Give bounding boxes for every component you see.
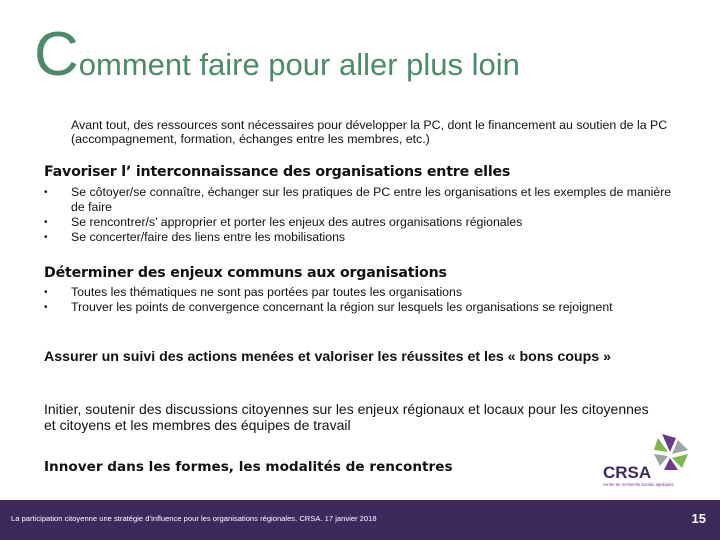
paragraph-suivi: Assurer un suivi des actions menées et valoriser les réussites et les « bons coups » [44, 349, 611, 365]
bullet-icon: • [44, 217, 48, 228]
bullet-icon: • [44, 187, 48, 198]
logo-petal-grey [672, 440, 688, 454]
list-item [44, 300, 684, 315]
title-rest: omment faire pour aller plus loin [78, 47, 520, 82]
footer-text: La participation citoyenne une stratégie d’influence pour les organisations régionales. CRSA. 17 janvier 2018 [11, 514, 377, 523]
page-number: 15 [691, 511, 706, 526]
slide-title [34, 20, 520, 89]
section-title-enjeux: Déterminer des enjeux communs aux organisations [44, 265, 447, 281]
list-item-text: Toutes les thématiques ne sont pas portées par toutes les organisations [71, 285, 463, 299]
logo-subtitle: centre de recherche sociale appliquée [603, 482, 674, 487]
list-item-text: Se concerter/faire des liens entre les mobilisations [71, 230, 346, 244]
section-title-interconnaissance: Favoriser l’ interconnaissance des organisations entre elles [44, 164, 511, 180]
bullet-icon: • [44, 287, 48, 298]
logo-name: CRSA [603, 463, 652, 482]
footer-bar [0, 500, 720, 540]
list-item-text: Se côtoyer/se connaître, échanger sur les pratiques de PC entre les organisations et les exemples de manière de faire [71, 185, 672, 214]
paragraph-initier: Initier, soutenir des discussions citoyennes sur les enjeux régionaux et locaux pour les citoyennes et citoyens et les membres des équipes de travail [44, 401, 649, 433]
bullet-icon: • [44, 232, 48, 243]
bullet-icon: • [44, 302, 48, 313]
crsa-logo [600, 432, 694, 490]
list-item [44, 285, 684, 300]
crsa-logo-graphic [600, 432, 694, 490]
list-item-text: Trouver les points de convergence concernant la région sur lesquels les organisations se rejoignent [71, 300, 613, 314]
paragraph-innover: Innover dans les formes, les modalités de rencontres [44, 459, 453, 475]
title-first-letter: C [34, 20, 79, 89]
intro-text: Avant tout, des ressources sont nécessaires pour développer la PC, dont le financement au soutien de la PC (accompagnement, formation, échanges entre les membres, etc.) [71, 118, 668, 146]
logo-petal-grey-2 [654, 454, 668, 466]
bullet-list-enjeux [44, 285, 684, 315]
list-item [44, 230, 684, 245]
list-item [44, 215, 684, 230]
bullet-list-interconnaissance [44, 185, 684, 245]
list-item-text: Se rencontrer/s’ approprier et porter les enjeux des autres organisations régionales [71, 215, 523, 229]
list-item [44, 185, 684, 215]
